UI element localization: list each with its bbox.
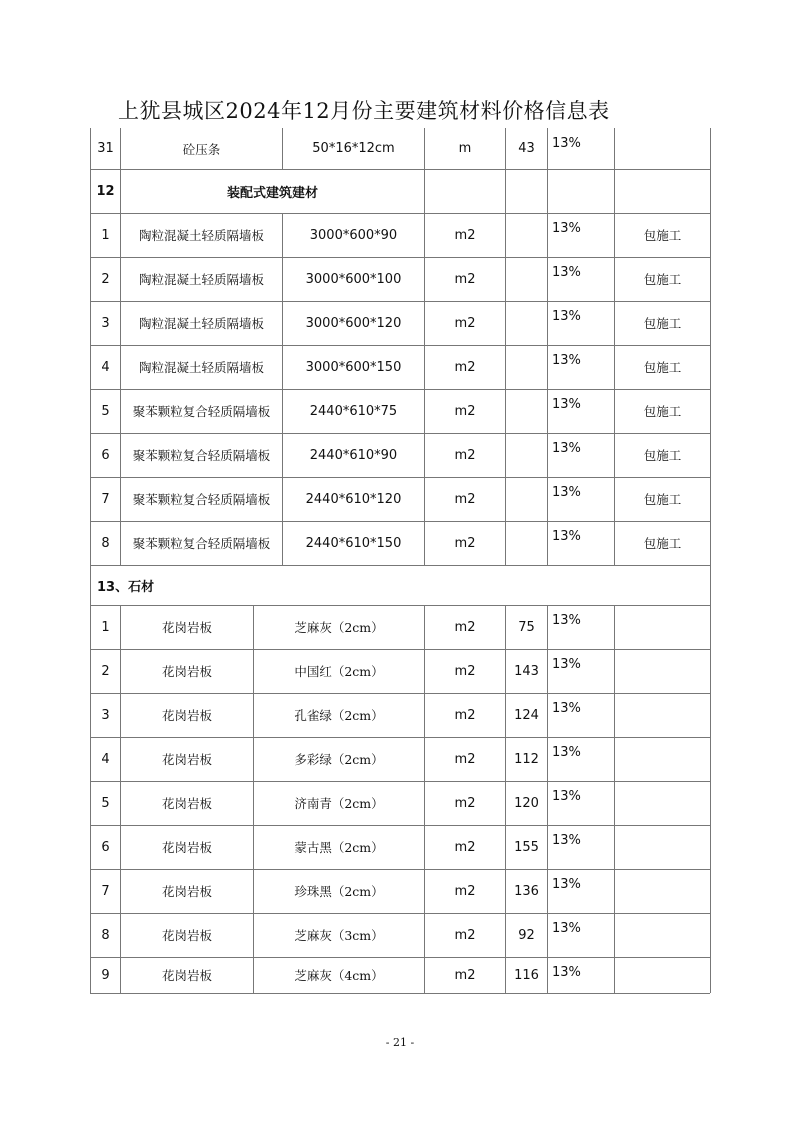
cell-spec: 3000*600*150 <box>282 345 424 389</box>
cell-note: 包施工 <box>614 521 711 565</box>
cell-note <box>614 913 711 957</box>
table-row <box>90 433 710 478</box>
cell-spec: 2440*610*120 <box>282 477 424 521</box>
cell-name: 花岗岩板 <box>120 781 253 825</box>
cell-price <box>505 521 547 565</box>
cell-unit: m2 <box>424 257 505 301</box>
cell-spec: 2440*610*75 <box>282 389 424 433</box>
cell-note <box>614 737 711 781</box>
cell-spec: 蒙古黑（2cm） <box>253 825 424 869</box>
cell-unit: m2 <box>424 477 505 521</box>
cell-price: 75 <box>505 605 547 649</box>
section-header: 13、石材 <box>90 565 711 605</box>
cell-tax: 13% <box>547 825 614 869</box>
cell-unit: m2 <box>424 913 505 957</box>
cell-tax: 13% <box>547 128 614 169</box>
cell-tax: 13% <box>547 433 614 477</box>
cell-unit: m2 <box>424 737 505 781</box>
cell-unit: m2 <box>424 869 505 913</box>
table-row <box>90 521 710 566</box>
cell-note: 包施工 <box>614 213 711 257</box>
cell-unit: m2 <box>424 781 505 825</box>
table-row <box>90 869 710 914</box>
cell-note <box>614 825 711 869</box>
empty-cell <box>424 169 505 213</box>
cell-no: 6 <box>90 433 120 477</box>
cell-spec: 3000*600*120 <box>282 301 424 345</box>
table-row <box>90 477 710 522</box>
cell-price: 92 <box>505 913 547 957</box>
cell-no: 4 <box>90 737 120 781</box>
cell-note <box>614 649 711 693</box>
cell-tax: 13% <box>547 737 614 781</box>
cell-price <box>505 389 547 433</box>
cell-price: 112 <box>505 737 547 781</box>
table-row <box>90 605 710 650</box>
cell-name: 花岗岩板 <box>120 869 253 913</box>
cell-no: 2 <box>90 649 120 693</box>
cell-no: 8 <box>90 913 120 957</box>
cell-tax: 13% <box>547 213 614 257</box>
cell-spec: 多彩绿（2cm） <box>253 737 424 781</box>
cell-name: 陶粒混凝土轻质隔墙板 <box>120 345 282 389</box>
cell-note <box>614 605 711 649</box>
cell-tax: 13% <box>547 649 614 693</box>
cell-tax: 13% <box>547 605 614 649</box>
cell-note <box>614 128 711 169</box>
cell-unit: m2 <box>424 957 505 993</box>
cell-no: 2 <box>90 257 120 301</box>
cell-note: 包施工 <box>614 477 711 521</box>
cell-no: 6 <box>90 825 120 869</box>
cell-no: 3 <box>90 301 120 345</box>
cell-tax: 13% <box>547 301 614 345</box>
cell-no: 4 <box>90 345 120 389</box>
cell-note: 包施工 <box>614 433 711 477</box>
cell-no: 8 <box>90 521 120 565</box>
cell-spec: 中国红（2cm） <box>253 649 424 693</box>
empty-cell <box>505 169 547 213</box>
cell-spec: 3000*600*100 <box>282 257 424 301</box>
cell-no: 5 <box>90 781 120 825</box>
cell-name: 陶粒混凝土轻质隔墙板 <box>120 213 282 257</box>
page-number: - 21 - <box>385 1036 415 1049</box>
cell-no: 7 <box>90 477 120 521</box>
cell-unit: m2 <box>424 213 505 257</box>
cell-name: 花岗岩板 <box>120 693 253 737</box>
cell-name: 花岗岩板 <box>120 737 253 781</box>
cell-price: 116 <box>505 957 547 993</box>
cell-price: 155 <box>505 825 547 869</box>
cell-unit: m2 <box>424 605 505 649</box>
cell-price <box>505 301 547 345</box>
cell-spec: 芝麻灰（4cm） <box>253 957 424 993</box>
cell-no: 7 <box>90 869 120 913</box>
cell-price <box>505 213 547 257</box>
table-row <box>90 345 710 390</box>
cell-name: 聚苯颗粒复合轻质隔墙板 <box>120 521 282 565</box>
cell-name: 花岗岩板 <box>120 825 253 869</box>
empty-cell <box>614 169 711 213</box>
cell-unit: m2 <box>424 693 505 737</box>
cell-tax: 13% <box>547 345 614 389</box>
page-title: 上犹县城区2024年12月份主要建筑材料价格信息表 <box>118 99 610 123</box>
cell-name: 聚苯颗粒复合轻质隔墙板 <box>120 477 282 521</box>
cell-spec: 珍珠黑（2cm） <box>253 869 424 913</box>
cell-no: 9 <box>90 957 120 993</box>
section-number: 12 <box>90 169 120 213</box>
cell-note: 包施工 <box>614 389 711 433</box>
cell-note <box>614 957 711 993</box>
cell-unit: m2 <box>424 649 505 693</box>
cell-tax: 13% <box>547 521 614 565</box>
cell-tax: 13% <box>547 477 614 521</box>
table-row <box>90 825 710 870</box>
table-row <box>90 128 710 170</box>
cell-price: 143 <box>505 649 547 693</box>
table-row <box>90 693 710 738</box>
cell-spec: 芝麻灰（2cm） <box>253 605 424 649</box>
table-row <box>90 169 710 214</box>
cell-name: 花岗岩板 <box>120 605 253 649</box>
cell-tax: 13% <box>547 257 614 301</box>
cell-spec: 孔雀绿（2cm） <box>253 693 424 737</box>
cell-tax: 13% <box>547 957 614 993</box>
cell-note: 包施工 <box>614 257 711 301</box>
cell-unit: m2 <box>424 433 505 477</box>
cell-no: 1 <box>90 213 120 257</box>
cell-spec: 2440*610*90 <box>282 433 424 477</box>
cell-unit: m2 <box>424 301 505 345</box>
cell-name: 聚苯颗粒复合轻质隔墙板 <box>120 389 282 433</box>
cell-name: 花岗岩板 <box>120 957 253 993</box>
cell-spec: 2440*610*150 <box>282 521 424 565</box>
table-row <box>90 389 710 434</box>
cell-tax: 13% <box>547 693 614 737</box>
cell-note <box>614 693 711 737</box>
table-row <box>90 781 710 826</box>
cell-unit: m2 <box>424 345 505 389</box>
table-row <box>90 301 710 346</box>
table-row <box>90 565 710 606</box>
cell-note <box>614 781 711 825</box>
cell-spec: 芝麻灰（3cm） <box>253 913 424 957</box>
cell-name: 陶粒混凝土轻质隔墙板 <box>120 301 282 345</box>
cell-name: 花岗岩板 <box>120 913 253 957</box>
cell-note <box>614 869 711 913</box>
cell-note: 包施工 <box>614 301 711 345</box>
cell-spec: 3000*600*90 <box>282 213 424 257</box>
cell-unit: m <box>424 128 505 169</box>
table-row <box>90 957 710 994</box>
table-row <box>90 737 710 782</box>
cell-unit: m2 <box>424 521 505 565</box>
cell-name: 花岗岩板 <box>120 649 253 693</box>
cell-tax: 13% <box>547 389 614 433</box>
cell-price <box>505 433 547 477</box>
table-row <box>90 913 710 958</box>
cell-note: 包施工 <box>614 345 711 389</box>
cell-price <box>505 477 547 521</box>
cell-no: 31 <box>90 128 120 169</box>
cell-price: 136 <box>505 869 547 913</box>
section-label: 装配式建筑建材 <box>120 169 424 213</box>
cell-no: 3 <box>90 693 120 737</box>
cell-unit: m2 <box>424 825 505 869</box>
cell-price <box>505 345 547 389</box>
cell-spec: 50*16*12cm <box>282 128 424 169</box>
cell-tax: 13% <box>547 781 614 825</box>
cell-price <box>505 257 547 301</box>
cell-name: 陶粒混凝土轻质隔墙板 <box>120 257 282 301</box>
cell-name: 聚苯颗粒复合轻质隔墙板 <box>120 433 282 477</box>
empty-cell <box>547 169 614 213</box>
cell-price: 43 <box>505 128 547 169</box>
cell-price: 124 <box>505 693 547 737</box>
cell-spec: 济南青（2cm） <box>253 781 424 825</box>
cell-tax: 13% <box>547 913 614 957</box>
cell-no: 1 <box>90 605 120 649</box>
cell-price: 120 <box>505 781 547 825</box>
cell-unit: m2 <box>424 389 505 433</box>
table-row <box>90 649 710 694</box>
cell-no: 5 <box>90 389 120 433</box>
table-row <box>90 213 710 258</box>
cell-tax: 13% <box>547 869 614 913</box>
cell-name: 砼压条 <box>120 128 282 169</box>
table-row <box>90 257 710 302</box>
